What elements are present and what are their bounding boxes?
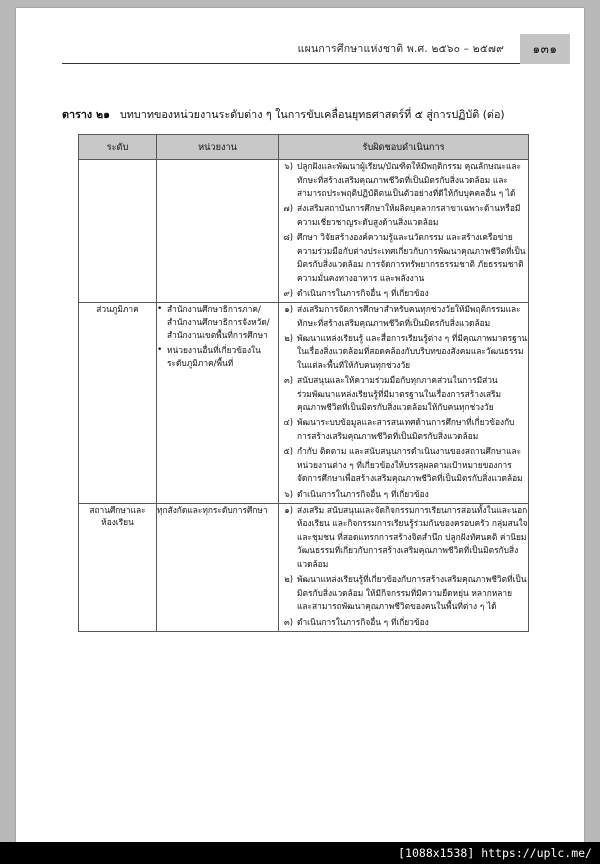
item-text: ปลูกฝังและพัฒนาผู้เรียน/บัณฑิตให้มีพฤติกรรม คุณลักษณะและทักษะที่สร้างเสริมคุณภาพชีวิตที่เป็นมิตรกับสิ่งแวดล้อม และสามารถประพฤติปฏิบัติตนเป็นตัวอย่างที่ดีให้กับบุคคลอื่น ๆ ได้ [297,161,522,199]
page-number: ๑๓๑ [532,41,558,56]
cell-level [79,160,157,303]
running-head-title: แผนการศึกษาแห่งชาติ พ.ศ. ๒๕๖๐ – ๒๕๗๙ [297,43,504,55]
item-text: ดำเนินการในภารกิจอื่น ๆ ที่เกี่ยวข้อง [297,287,429,298]
item-number: ๙) [283,287,293,298]
item-number: ๒) [284,332,293,343]
item-number: ๘) [283,232,293,243]
roles-table [78,134,529,632]
item-text: ส่งเสริมการจัดการศึกษาสำหรับคนทุกช่วงวัยให้มีพฤติกรรมและทักษะที่สร้างเสริมคุณภาพชีวิตที่เป็นมิตรกับสิ่งแวดล้อม [297,304,521,328]
table-row [79,160,529,303]
table-body [79,160,529,632]
list-item [279,303,528,330]
item-text: กำกับ ติดตาม และสนับสนุนการดำเนินงานของสถานศึกษาและหน่วยงานต่าง ๆ ที่เกี่ยวข้องให้บรรลุผลตามเป้าหมายของการจัดการศึกษาเพื่อสร้างเสริมคุณภาพชีวิตที่เป็นมิตรกับสิ่งแวดล้อม [297,446,523,484]
item-text: พัฒนาแหล่งเรียนรู้ที่เกี่ยวข้องกับการสร้างเสริมคุณภาพชีวิตที่เป็นมิตรกับสิ่งแวดล้อม ให้มีกิจกรรมที่มีความยืดหยุ่น หลากหลาย และสามารถพัฒนาคุณภาพชีวิตของคนในพื้นที่ต่าง ๆ ได้ [297,574,527,612]
item-text: พัฒนาระบบข้อมูลและสารสนเทศด้านการศึกษาที่เกี่ยวข้องกับการสร้างเสริมคุณภาพชีวิตที่เป็นมิตรกับสิ่งแวดล้อม [297,417,515,442]
list-item [279,445,528,486]
list-item [279,374,528,415]
item-number: ๓) [284,375,293,386]
list-item [279,616,528,630]
list-item [279,504,528,572]
page-number-badge [520,34,570,64]
list-item [279,416,528,443]
cell-level: ส่วนภูมิภาค [79,303,157,504]
list-item: • หน่วยงานอื่นที่เกี่ยวข้องในระดับภูมิภาค/พื้นที่ [157,344,278,370]
responsibility-list [279,160,528,301]
column-header-agency: หน่วยงาน [157,135,279,160]
agency-list [157,303,278,370]
item-number: ๕) [283,446,293,457]
item-number: ๑) [284,304,293,315]
column-header-responsibility: รับผิดชอบดำเนินการ [279,135,529,160]
item-number: ๓) [284,616,293,627]
cell-agency: ทุกสังกัดและทุกระดับการศึกษา [157,503,279,631]
item-text: ดำเนินการในภารกิจอื่น ๆ ที่เกี่ยวข้อง [297,488,429,499]
list-item: • สำนักงานศึกษาธิการภาค/สำนักงานศึกษาธิการจังหวัด/สำนักงานเขตพื้นที่การศึกษา [157,303,278,341]
table-caption-label: ตาราง ๒๑ [62,108,110,121]
item-text: สนับสนุนและให้ความร่วมมือกับทุกภาคส่วนในการมีส่วนร่วมพัฒนาแหล่งเรียนรู้ที่มีมาตรฐานในเรื่องการสร้างเสริมคุณภาพชีวิตที่เป็นมิตรกับสิ่งแวดล้อมให้กับคนทุกช่วงวัย [297,375,502,413]
item-text: พัฒนาแหล่งเรียนรู้ และสื่อการเรียนรู้ต่าง ๆ ที่มีคุณภาพมาตรฐาน ในเรื่องสิ่งแวดล้อมที่สอดคล้องกับบริบทของสังคมและวัฒนธรรมในแต่ละพื้นที่ให้กับคนทุกช่วงวัย [297,332,528,371]
column-header-level: ระดับ [79,135,157,160]
item-number: ๖) [284,161,293,171]
document-page [16,8,584,848]
table-row [79,503,529,631]
list-item [279,202,528,229]
list-item [279,573,528,614]
list-item [279,332,528,373]
list-item [279,287,528,301]
item-number: ๒) [284,574,293,585]
cell-level: สถานศึกษาและห้องเรียน [79,503,157,631]
cell-responsibility [279,160,529,303]
item-number: ๔) [283,417,293,428]
cell-responsibility [279,503,529,631]
item-number: ๖) [284,488,293,499]
running-head-rule [62,63,522,64]
table-caption [62,106,538,123]
list-item [279,488,528,502]
item-text: ส่งเสริมสถาบันการศึกษาให้ผลิตบุคลากรสาขาเฉพาะด้านหรือมีความเชี่ยวชาญระดับสูงด้านสิ่งแวดล้อม [297,203,521,227]
responsibility-list [279,504,528,629]
table-caption-text: บทบาทของหน่วยงานระดับต่าง ๆ ในการขับเคลื่อนยุทธศาสตร์ที่ ๕ สู่การปฏิบัติ (ต่อ) [119,108,505,121]
responsibility-list [279,303,528,501]
running-head [16,34,584,68]
item-number: ๑) [284,504,293,515]
table-header-row [79,135,529,160]
item-text: ดำเนินการในภารกิจอื่น ๆ ที่เกี่ยวข้อง [297,616,429,627]
item-text: ส่งเสริม สนับสนุนและจัดกิจกรรมการเรียนการสอนทั้งในและนอกห้องเรียน และกิจกรรมการเรียนรู้ร่วมกันของครอบครัว กลุ่มสนใจ และชุมชน ที่สอดแทรกการสร้างจิตสำนึก ปลูกฝังทัศนคติ ค่านิยม วัฒนธรรมที่เกี่ยวกับการสร้างเสริมคุณภาพชีวิตที่เป็นมิตรกับสิ่งแวดล้อม [297,504,528,570]
item-text: ศึกษา วิจัยสร้างองค์ความรู้และนวัตกรรม และสร้างเครือข่ายความร่วมมือกับต่างประเทศเกี่ยวกับการพัฒนาคุณภาพชีวิตที่เป็นมิตรกับสิ่งแวดล้อม การจัดการทรัพยากรธรรมชาติ ภัยธรรมชาติ ความมั่นคงทางอาหาร และพลังงาน [297,232,526,283]
item-number: ๗) [283,203,293,214]
cell-agency [157,160,279,303]
list-item [279,231,528,285]
table-row [79,303,529,504]
cell-agency [157,303,279,504]
cell-responsibility [279,303,529,504]
list-item [279,160,528,201]
watermark-bar [0,842,600,864]
watermark-text: [1088x1538] https://uplc.me/ [398,846,592,860]
